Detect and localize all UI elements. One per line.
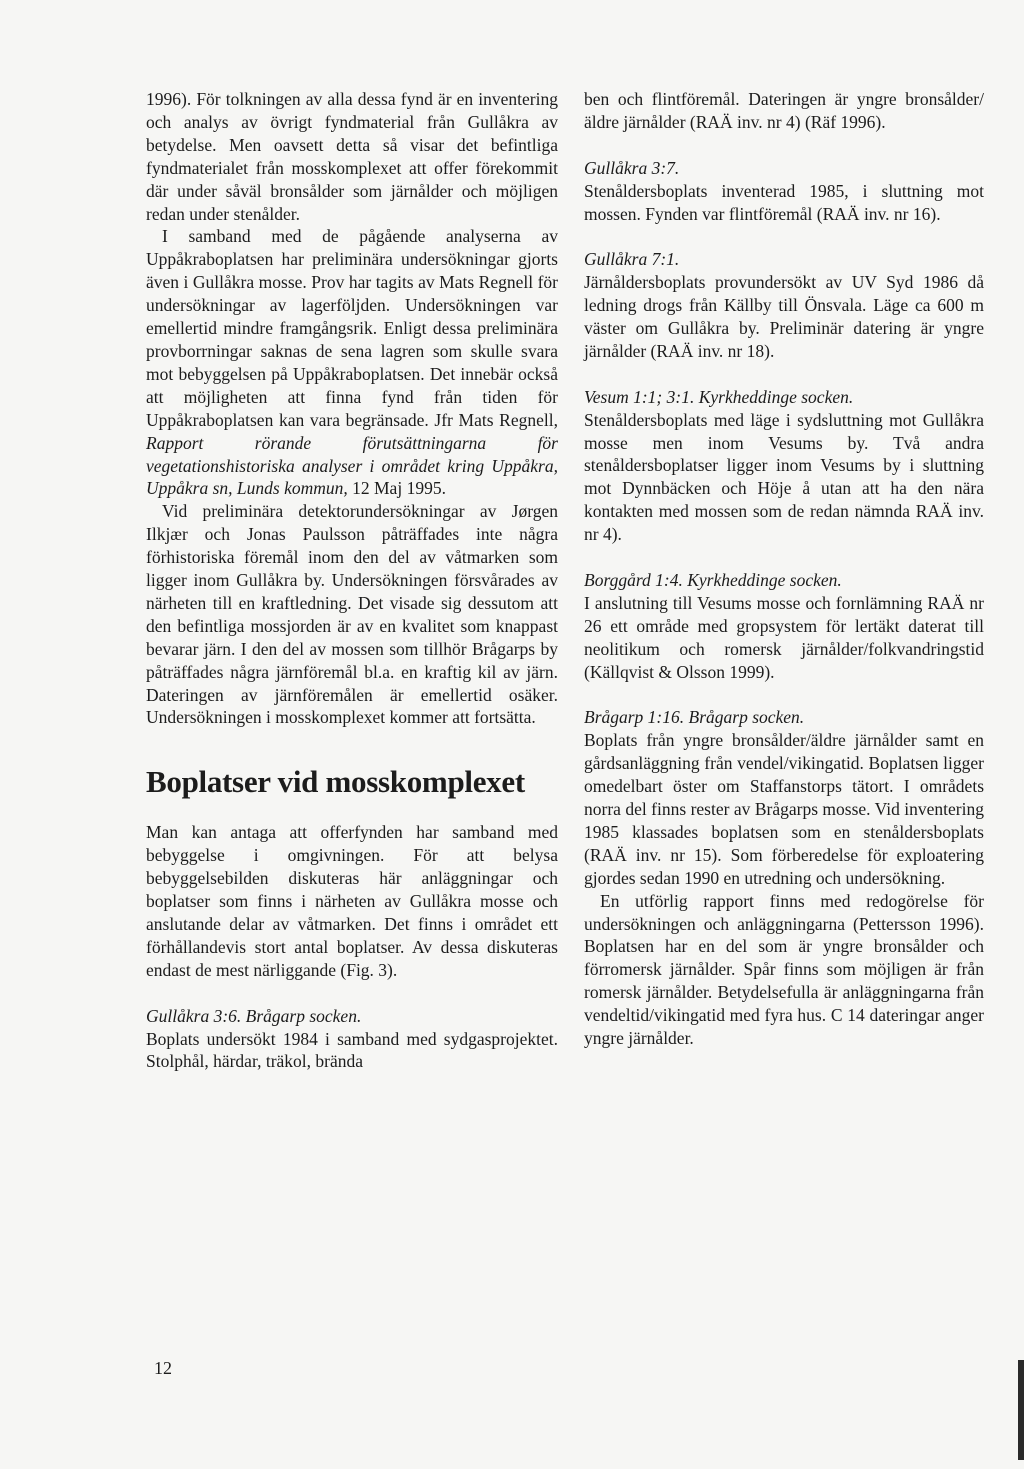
paragraph-text: I samband med de pågående analyserna av Uppåkraboplatsen har preliminära undersökningar gjorts även i Gullåkra mosse. Prov har tagits av Mats Regnell för undersökningar av lagerföljden. Undersökningen var emellertid mindre framgångsrik. Enligt dessa preliminära provborrningar saknas de sena lagren som skulle svara mot bebyggelsen på Uppåkraboplatsen. Det innebär också att möjligheten att finna fynd från tiden för Uppåkraboplatsen kan vara begränsade. Jfr Mats Regnell, — [146, 226, 558, 430]
paragraph: Vid preliminära detektorundersökningar av Jørgen Ilkjær och Jonas Paulsson påträffades inte några förhistoriska föremål inom den del av våtmarken som ligger inom Gullåkra by. Undersökningen försvårades av närheten till en kraftledning. Det visade sig dessutom att den befintliga mossjorden är av en kvalitet som knappast bevarar järn. I den del av mossen som tillhör Brågarps by påträffades några järnföremål bl.a. en kraftig kil av järn. Dateringen av järnföremålen är emellertid osäker. Undersökningen i mosskomplexet kommer att fortsätta. — [146, 501, 558, 728]
entry-body: Boplats undersökt 1984 i samband med sydgasprojektet. Stolphål, härdar, träkol, brända — [146, 1028, 558, 1072]
entry-body: Stenåldersboplats med läge i sydsluttning mot Gullåkra mosse men inom Vesums by. Två andra stenåldersboplatser ligger inom Vesums by i sluttning mot Dynnbäcken och Höje å utan att ha den nära kontakten med mossen som de redan nämnda RAÄ inv. nr 4). — [584, 409, 984, 545]
entry-title: Borggård 1:4. Kyrkheddinge socken. — [584, 569, 842, 590]
paragraph-tail: 12 Maj 1995. — [347, 478, 446, 499]
paragraph: 1996). För tolkningen av alla dessa fynd är en inventering och analys av övrigt fyndmaterial från Gullåkra av betydelse. Men oavsett detta så visar det befintliga fyndmaterialet från mosskomplexet att offer förekommit där under såväl bronsålder som järnålder och möjligen redan under stenålder. — [146, 89, 558, 224]
scan-edge-shadow — [1018, 1360, 1024, 1460]
entry-body: I anslutning till Vesums mosse och fornlämning RAÄ nr 26 ett område med gropsystem för lertäkt daterat till neolitikum och romersk järnålder/folkvandringstid (Källqvist & Olsson 1999). — [584, 592, 984, 682]
section-heading: Boplatser vid mosskomplexet — [146, 764, 525, 800]
paragraph: ben och flintföremål. Dateringen är yngre bronsålder/äldre järnålder (RAÄ inv. nr 4) (Räf 1996). — [584, 89, 984, 132]
entry-title: Gullåkra 3:7. — [584, 157, 680, 178]
entry-title: Vesum 1:1; 3:1. Kyrkheddinge socken. — [584, 386, 854, 407]
report-title: Rapport rörande förutsättningarna för vegetationshistoriska analyser i området kring Uppåkra, Uppåkra sn, Lunds kommun, — [146, 432, 558, 499]
paragraph: Man kan antaga att offerfynden har samband med bebyggelse i omgivningen. För att belysa bebyggelsebilden diskuteras här anläggningar och boplatser som finns i närheten av Gullåkra mosse och anslutande delar av våtmarken. Det finns i området ett förhållandevis stort antal boplatser. Av dessa diskuteras endast de mest närliggande (Fig. 3). — [146, 822, 558, 980]
entry-title: Gullåkra 7:1. — [584, 249, 680, 270]
entry-body: Stenåldersboplats inventerad 1985, i sluttning mot mossen. Fynden var flintföremål (RAÄ inv. nr 16). — [584, 180, 984, 224]
page-number: 12 — [154, 1358, 172, 1378]
paragraph — [146, 225, 558, 500]
paragraph: En utförlig rapport finns med redogörelse för undersökningen och anläggningarna (Pettersson 1996). Boplatsen har en del som är yngre bronsålder och förromersk järnålder. Spår finns som möjligen är från romersk järnålder. Betydelsefulla är anläggningarna från vendeltid/vikingatid med fyra hus. C 14 dateringar anger yngre järnålder. — [584, 890, 984, 1049]
entry-title: Brågarp 1:16. Brågarp socken. — [584, 707, 805, 728]
right-column — [584, 88, 984, 1050]
entry-title: Gullåkra 3:6. Brågarp socken. — [146, 1005, 362, 1026]
entry-body: Boplats från yngre bronsålder/äldre järnålder samt en gårdsanläggning från vendel/vikingatid. Boplatsen ligger omedelbart öster om Staffanstorps tätort. I områdets norra del finns rester av Brågarps mosse. Vid inventering 1985 klassades boplatsen som en stenåldersboplats (RAÄ inv. nr 15). Som förberedelse för exploatering gjordes sedan 1990 en utredning och undersökning. — [584, 730, 984, 888]
entry-body: Järnåldersboplats provundersökt av UV Syd 1986 då ledning drogs från Källby till Önsvala. Läge ca 600 m väster om Gullåkra by. Preliminär datering är yngre järnålder (RAÄ inv. nr 18). — [584, 272, 984, 361]
left-column — [146, 88, 558, 1073]
